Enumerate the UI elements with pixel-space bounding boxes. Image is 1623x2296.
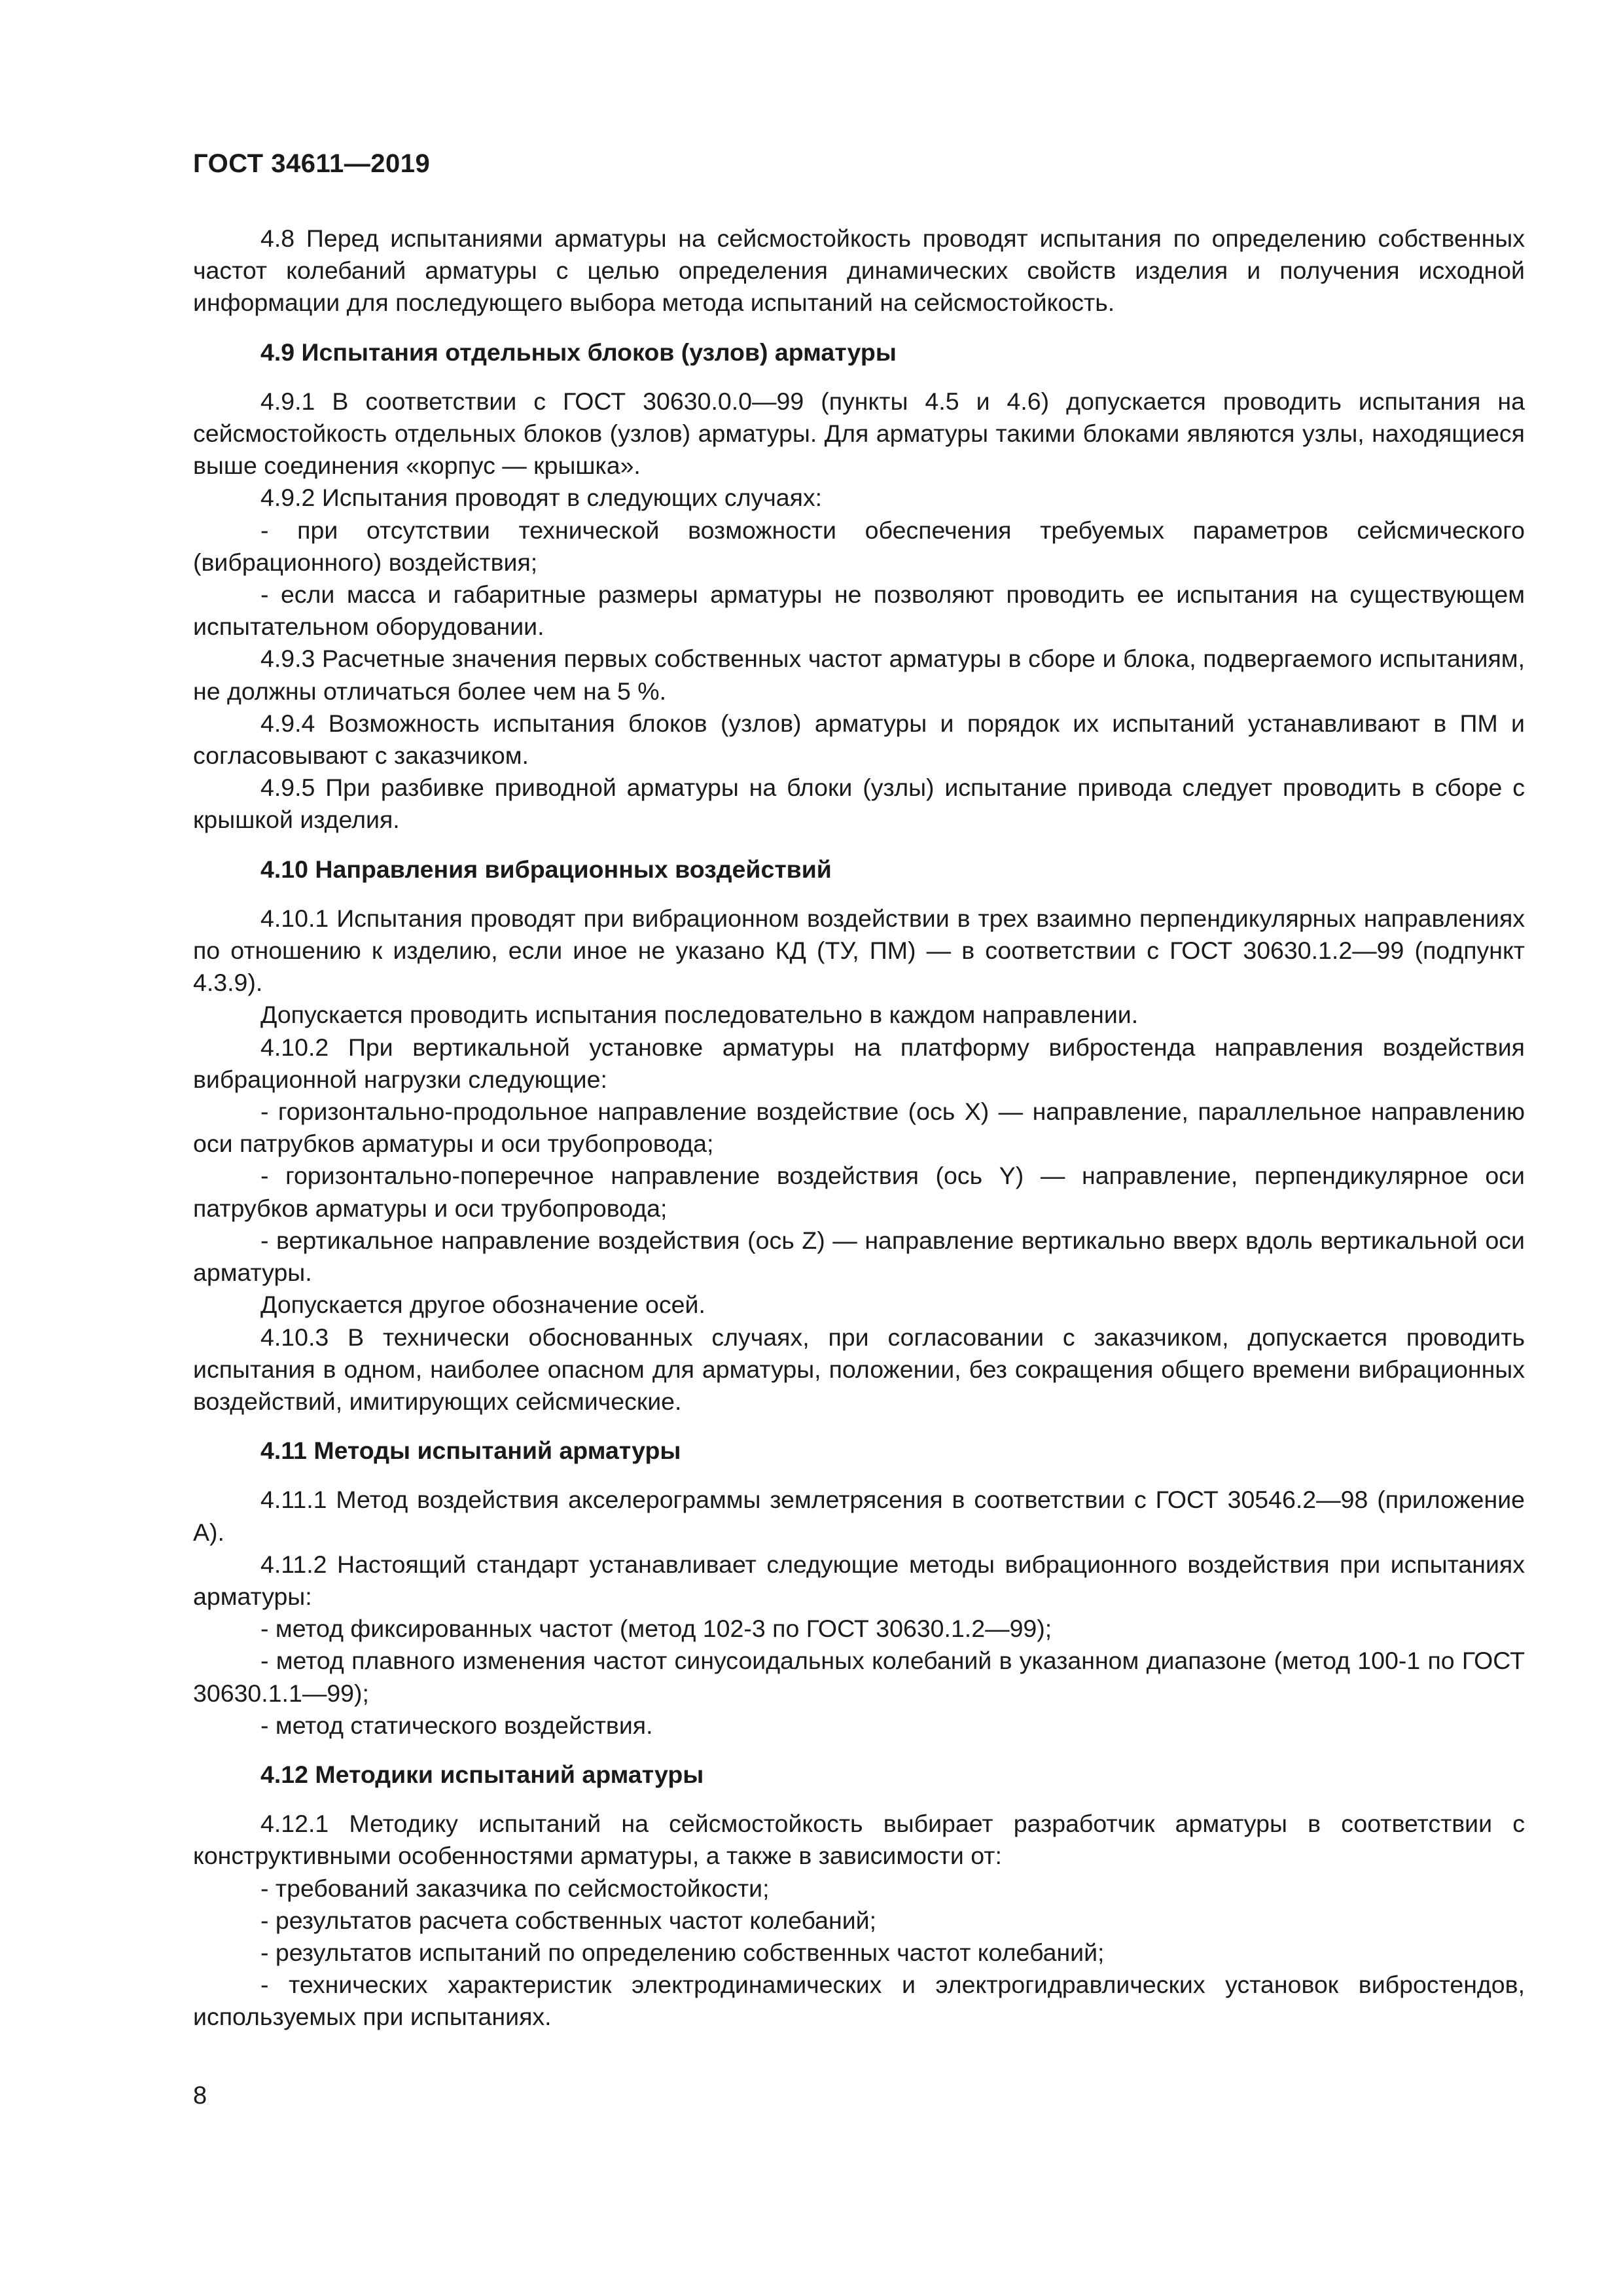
section-heading: 4.12 Методики испытаний арматуры [260,1760,704,1788]
paragraph: 4.9.2 Испытания проводят в следующих случаях: [260,484,823,512]
paragraph: 4.11.1 Метод воздействия акселерограммы землетрясения в соответствии с ГОСТ 30546.2—98 (приложение А). [193,1486,1525,1546]
paragraph: Допускается проводить испытания последовательно в каждом направлении. [260,1001,1139,1029]
list-item: - горизонтально-поперечное направление воздействия (ось Y) — направление, перпендикулярное оси патрубков арматуры и оси трубопровода; [193,1162,1525,1222]
page-number: 8 [193,2082,207,2109]
list-item: - если масса и габаритные размеры арматуры не позволяют проводить ее испытания на существующем испытательном оборудовании. [193,581,1525,641]
paragraph: 4.9.1 В соответствии с ГОСТ 30630.0.0—99 (пункты 4.5 и 4.6) допускается проводить испытания на сейсмостойкость отдельных блоков (узлов) арматуры. Для арматуры такими блоками являются узлы, находящиеся выше соединения «корпус — крышка». [193,387,1525,480]
list-item: - вертикальное направление воздействия (ось Z) — направление вертикально вверх вдоль вертикальной оси арматуры. [193,1226,1525,1287]
paragraph: 4.9.4 Возможность испытания блоков (узлов) арматуры и порядок их испытаний устанавливают в ПМ и согласовывают с заказчиком. [193,709,1525,770]
list-item: - при отсутствии технической возможности обеспечения требуемых параметров сейсмического (вибрационного) воздействия; [193,516,1525,576]
list-item: - метод фиксированных частот (метод 102-3 по ГОСТ 30630.1.2—99); [260,1615,1052,1643]
list-item: - результатов расчета собственных частот колебаний; [260,1906,877,1934]
list-item: - требований заказчика по сейсмостойкости; [260,1874,770,1902]
list-item: - метод статического воздействия. [260,1711,653,1739]
paragraph: 4.8 Перед испытаниями арматуры на сейсмостойкость проводят испытания по определению собственных частот колебаний арматуры с целью определения динамических свойств изделия и получения исходной информации для последующего выбора метода испытаний на сейсмостойкость. [193,224,1525,317]
paragraph: 4.9.5 При разбивке приводной арматуры на блоки (узлы) испытание привода следует проводить в сборе с крышкой изделия. [193,774,1525,834]
paragraph: 4.10.3 В технически обоснованных случаях, при согласовании с заказчиком, допускается проводить испытания в одном, наиболее опасном для арматуры, положении, без сокращения общего времени вибрационных воздействий, имитирующих сейсмические. [193,1323,1525,1415]
paragraph: 4.10.2 При вертикальной установке арматуры на платформу вибростенда направления воздействия вибрационной нагрузки следующие: [193,1033,1525,1093]
paragraph: 4.10.1 Испытания проводят при вибрационном воздействии в трех взаимно перпендикулярных направлениях по отношению к изделию, если иное не указано КД (ТУ, ПМ) — в соответствии с ГОСТ 30630.1.2—99 (подпункт 4.3.9). [193,904,1525,997]
document-body [193,223,1525,2034]
paragraph: Допускается другое обозначение осей. [260,1291,705,1319]
section-heading: 4.10 Направления вибрационных воздействий [260,855,832,883]
section-heading: 4.9 Испытания отдельных блоков (узлов) арматуры [260,338,897,366]
list-item: - результатов испытаний по определению собственных частот колебаний; [260,1938,1105,1966]
document-header: ГОСТ 34611—2019 [193,149,431,178]
paragraph: 4.12.1 Методику испытаний на сейсмостойкость выбирает разработчик арматуры в соответствии с конструктивными особенностями арматуры, а также в зависимости от: [193,1810,1525,1870]
paragraph: 4.9.3 Расчетные значения первых собственных частот арматуры в сборе и блока, подвергаемого испытаниям, не должны отличаться более чем на 5 %. [193,645,1525,705]
list-item: - горизонтально-продольное направление воздействие (ось X) — направление, параллельное направлению оси патрубков арматуры и оси трубопровода; [193,1098,1525,1158]
list-item: - технических характеристик электродинамических и электрогидравлических установок вибростендов, используемых при испытаниях. [193,1971,1525,2031]
list-item: - метод плавного изменения частот синусоидальных колебаний в указанном диапазоне (метод 100-1 по ГОСТ 30630.1.1—99); [193,1647,1525,1707]
paragraph: 4.11.2 Настоящий стандарт устанавливает следующие методы вибрационного воздействия при испытаниях арматуры: [193,1550,1525,1610]
section-heading: 4.11 Методы испытаний арматуры [260,1437,681,1465]
